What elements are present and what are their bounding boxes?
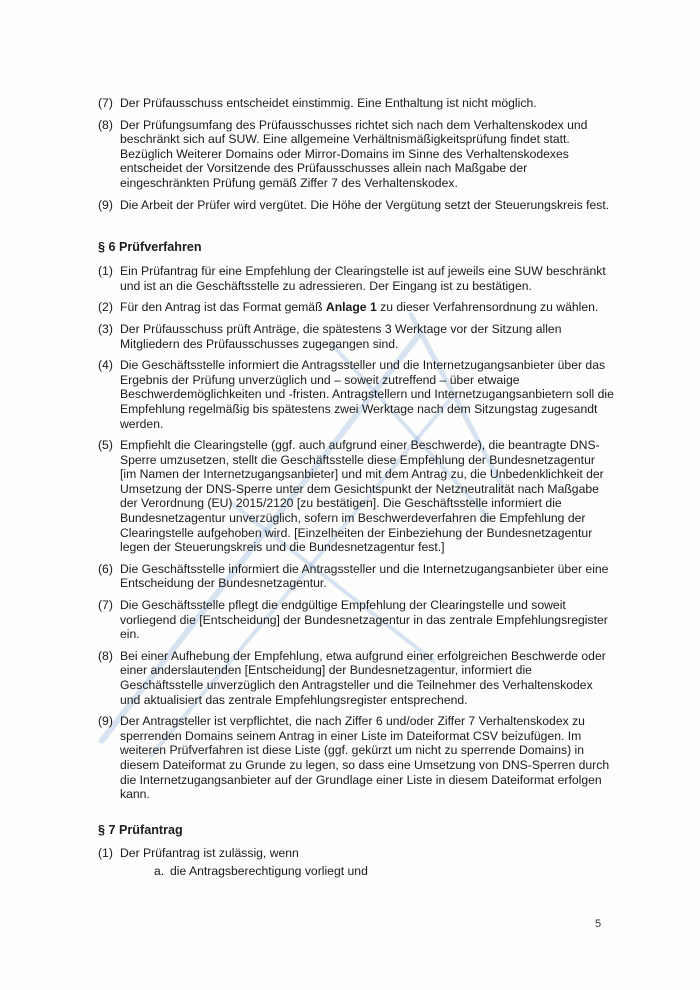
item-text: Der Prüfausschuss prüft Anträge, die spätestens 3 Werktage vor der Sitzung allen Mitgliedern des Prüfausschusses zugegangen sind. <box>120 321 562 351</box>
list-item <box>98 118 614 191</box>
list-item <box>98 300 614 315</box>
list-item <box>98 714 614 802</box>
list-item <box>98 846 614 861</box>
item-number: (7) <box>98 598 113 613</box>
list-item <box>98 264 614 293</box>
sub-list-item <box>98 864 614 879</box>
item-number: (5) <box>98 438 113 453</box>
list-item <box>98 96 614 111</box>
page-number: 5 <box>595 918 602 930</box>
item-number: (2) <box>98 300 113 315</box>
section-heading: § 7 Prüfantrag <box>98 822 183 837</box>
item-number: (9) <box>98 714 113 729</box>
item-text: Ein Prüfantrag für eine Empfehlung der Clearingstelle ist auf jeweils eine SUW beschränkt und ist an die Geschäftsstelle zu adressieren. Der Eingang ist zu bestätigen. <box>120 264 606 293</box>
list-item <box>98 198 614 213</box>
list-item <box>98 598 614 642</box>
item-number: (9) <box>98 197 113 212</box>
item-text: Für den Antrag ist das Format gemäß <box>120 300 326 315</box>
item-text: Die Arbeit der Prüfer wird vergütet. Die Höhe der Vergütung setzt der Steuerungskreis fest. <box>120 197 610 212</box>
item-number: (6) <box>98 561 113 576</box>
item-number: (8) <box>98 117 113 132</box>
item-number: (1) <box>98 845 113 860</box>
sub-item-text: die Antragsberechtigung vorliegt und <box>170 864 368 879</box>
item-number: (4) <box>98 358 113 373</box>
item-text: Die Geschäftsstelle pflegt die endgültige Empfehlung der Clearingstelle und soweit vorliegend die [Entscheidung] der Bundesnetzagentur in das zentrale Empfehlungsregister ein. <box>120 598 608 642</box>
item-number: (3) <box>98 321 113 336</box>
item-text: Der Prüfausschuss entscheidet einstimmig. Eine Enthaltung ist nicht möglich. <box>120 96 537 110</box>
document-body <box>98 96 614 879</box>
item-text: Der Prüfungsumfang des Prüfausschusses richtet sich nach dem Verhaltenskodex und beschränkt sich auf SUW. Eine allgemeine Verhältnismäßigkeitsprüfung findet statt. Bezüglich Weiterer Domains oder Mirror-Domains im Sinne des Verhaltenskodexes entscheidet der Vorsitzende des Prüfausschusses allein nach Maßgabe der eingeschränkten Prüfung gemäß Ziffer 7 des Verhaltenskodex. <box>120 117 588 190</box>
item-text: Die Geschäftsstelle informiert die Antragssteller und die Internetzugangsanbieter über das Ergebnis der Prüfung unverzüglich und – soweit zutreffend – über etwaige Beschwerdemöglichkeiten und -fristen. Antragstellern und Internetzugangsanbietern soll die Empfehlung regelmäßig bis spätestens zwei Werktage nach dem Sitzungstag zugesandt werden. <box>120 358 614 431</box>
item-text: Bei einer Aufhebung der Empfehlung, etwa aufgrund einer erfolgreichen Beschwerde oder einer anderslautenden [Entscheidung] der Bundesnetzagentur, informiert die Geschäftsstelle unverzüglich den Antragsteller und die Teilnehmer des Verhaltenskodex und aktualisiert das zentrale Empfehlungsregister entsprechend. <box>120 648 606 707</box>
item-text: Empfiehlt die Clearingstelle (ggf. auch aufgrund einer Beschwerde), die beantragte DNS-Sperre umzusetzen, stellt die Geschäftsstelle diese Empfehlung der Bundesnetzagentur [im Namen der Internetzugangsanbieter] und mit dem Antrag zu, die Unbedenklichkeit der Umsetzung der DNS-Sperre unter dem Gesichtspunkt der Netzneutralität nach Maßgabe der Verordnung (EU) 2015/2120 [zu bestätigen]. Die Geschäftsstelle informiert die Bundesnetzagentur unverzüglich, sofern im Beschwerdeverfahren die Empfehlung der Clearingstelle aufgehoben wird. [Einzelheiten der Einbeziehung der Bundesnetzagentur legen der Steuerungskreis und die Bundesnetzagentur fest.] <box>120 438 604 555</box>
item-number: (7) <box>98 96 113 110</box>
item-text: Der Prüfantrag ist zulässig, wenn <box>120 845 299 860</box>
item-number: (8) <box>98 648 113 663</box>
list-item <box>98 562 614 591</box>
list-item <box>98 649 614 707</box>
item-text: zu dieser Verfahrensordnung zu wählen. <box>376 300 599 315</box>
item-number: (1) <box>98 264 113 279</box>
item-text: Der Antragsteller ist verpflichtet, die nach Ziffer 6 und/oder Ziffer 7 Verhaltenskodex zu sperrenden Domains seinem Antrag in einer Liste im Dateiformat CSV beizufügen. Im weiteren Prüfverfahren ist diese Liste (ggf. gekürzt um nicht zu sperrende Domains) in diesem Dateiformat zu Grunde zu legen, so dass eine Umsetzung von DNS-Sperren durch die Internetzugangsanbieter auf der Grundlage einer Liste in diesem Dateiformat erfolgen kann. <box>120 714 610 802</box>
sub-item-label: a. <box>154 864 165 879</box>
annex-reference: Anlage 1 <box>325 300 377 315</box>
item-text: Die Geschäftsstelle informiert die Antragssteller und die Internetzugangsanbieter über eine Entscheidung der Bundesnetzagentur. <box>120 561 609 591</box>
list-item <box>98 322 614 351</box>
section-heading: § 6 Prüfverfahren <box>98 240 202 255</box>
list-item <box>98 358 614 431</box>
list-item <box>98 438 614 555</box>
